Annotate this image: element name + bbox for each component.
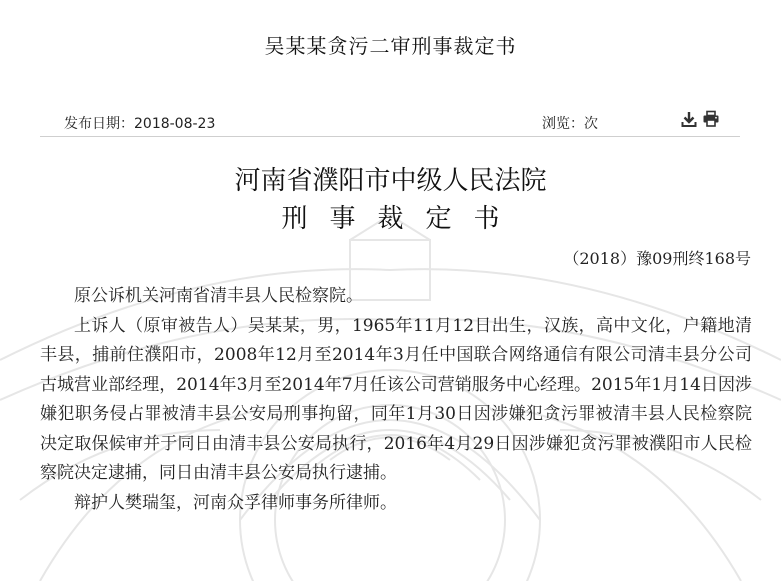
- document-type: 刑事裁定书: [281, 204, 522, 234]
- paragraph-defender: 辩护人樊瑞玺，河南众孚律师事务所律师。: [74, 492, 397, 513]
- paragraph-prosecutor: 原公诉机关河南省清丰县人民检察院。: [74, 286, 363, 306]
- publish-date: 发布日期：2018-08-23: [64, 116, 216, 132]
- document-page-title: 吴某某贪污二审刑事裁定书: [264, 34, 517, 58]
- view-count: 浏览：次: [542, 116, 598, 132]
- paragraph-appellant: 上诉人（原审被告人）吴某某，男，1965年11月12日出生，汉族，高中文化，户籍地清丰县，捕前住濮阳市，2008年12月至2014年3月任中国联合网络通信有限公司清丰县分公司古城营业部经理，2014年3月至2014年7月任该公司营销服务中心经理。2015年1月14日因涉嫌犯职务侵占罪被清丰县公安局刑事拘留，同年1月30日因涉嫌犯贪污罪被清丰县人民检察院决定取保候审并于同日由清丰县公安局执行，2016年4月29日因涉嫌犯贪污罪被濮阳市人民检察院决定逮捕，同日由清丰县公安局执行逮捕。: [40, 315, 752, 483]
- court-name: 河南省濮阳市中级人民法院: [234, 166, 547, 196]
- document-body: [40, 282, 752, 518]
- case-number: （2018）豫09刑终168号: [563, 249, 751, 268]
